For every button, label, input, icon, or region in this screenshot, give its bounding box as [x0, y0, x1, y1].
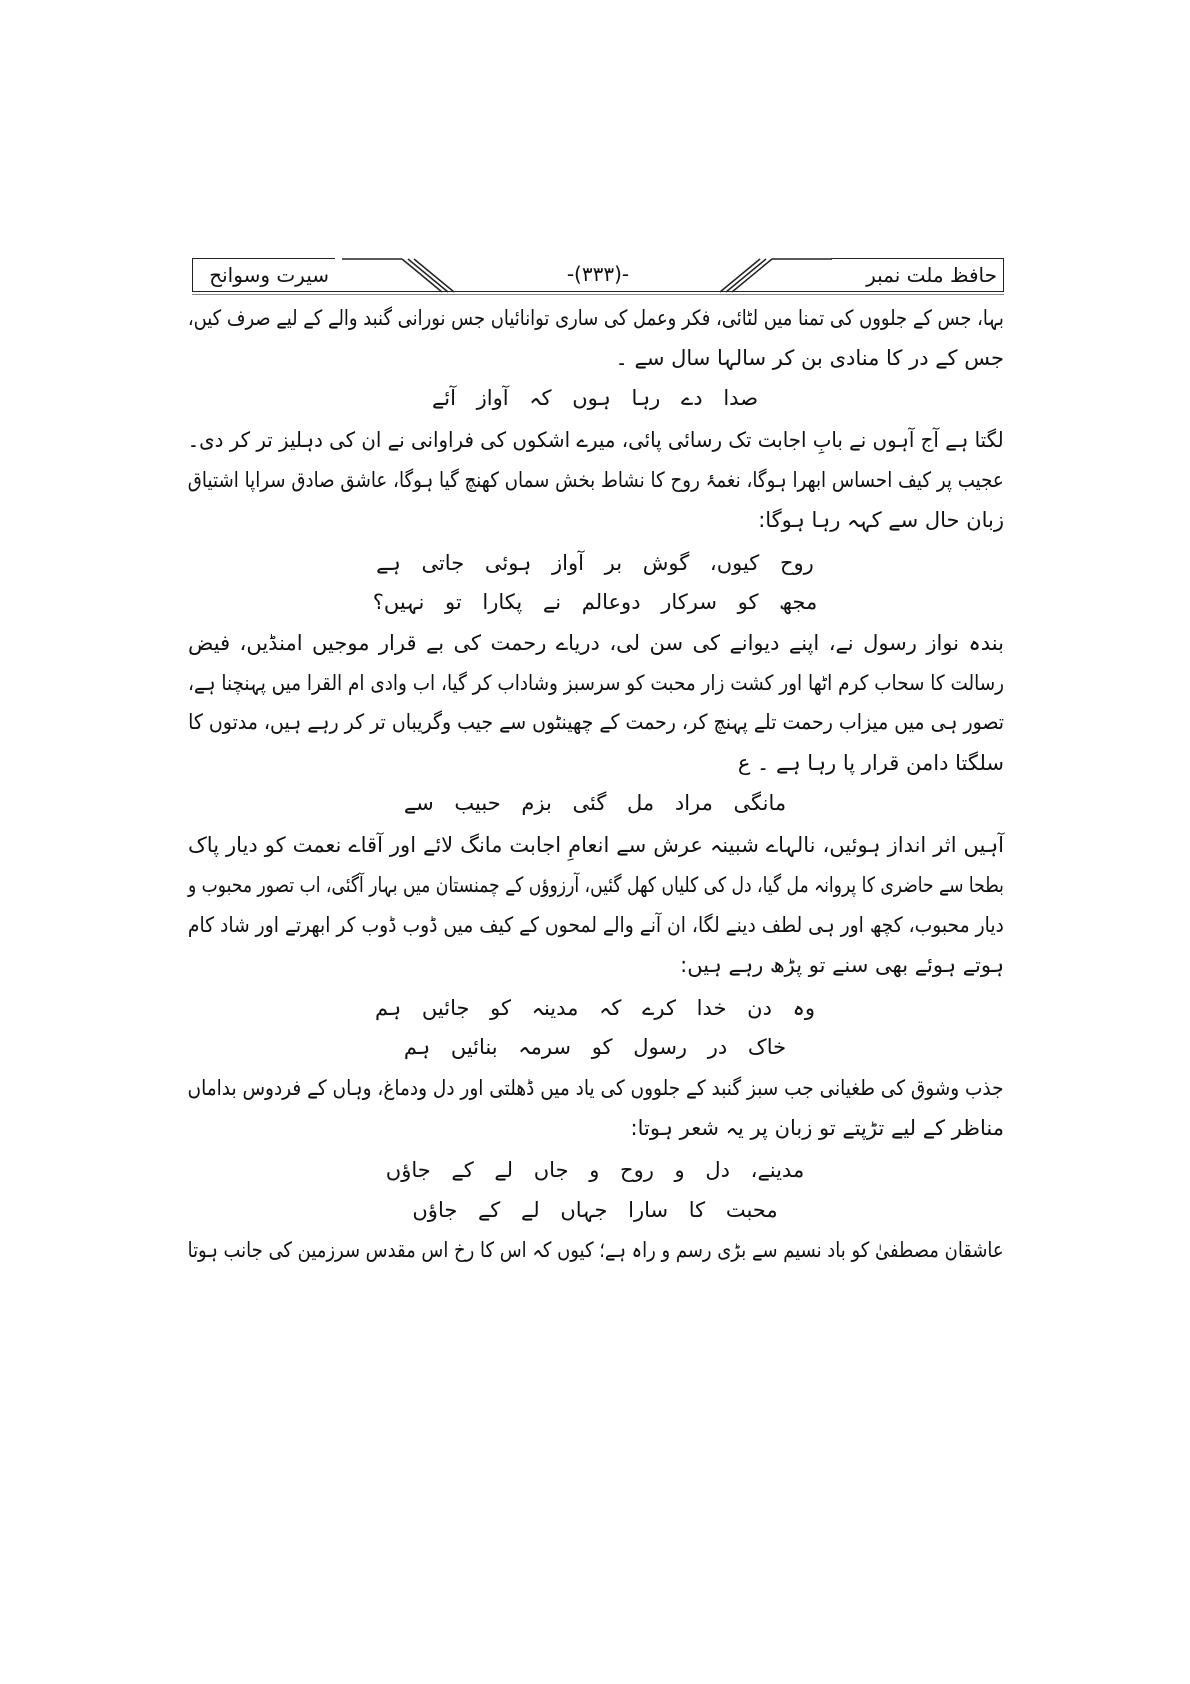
text-line	[188, 1234, 1004, 1266]
verse-line	[0, 1031, 1190, 1063]
text-line-content: بطحا سے حاضری کا پروانہ مل گیا، دل کی کلیاں کھل گئیں، آرزوؤں کے چمنستان میں بہار آگئی، اب تصور محبوب و	[188, 873, 1004, 897]
verse-line	[0, 547, 1190, 579]
text-line-content: عجیب پر کیف احساس ابھرا ہوگا، نغمۂ روح کا نشاط بخش سماں کھنچ گیا ہوگا، عاشق صادق سراپا اشتیاق	[188, 468, 1004, 492]
verse-line	[0, 586, 1190, 618]
text-line	[188, 1112, 1004, 1144]
text-line-content: بندہ نواز رسول نے، اپنے دیوانے کی سن لی، دریاے رحمت کی بے قرار موجیں امنڈیں، فیض	[188, 631, 1004, 655]
text-line	[188, 1072, 1004, 1104]
page-number: -(۳۳۳)-	[566, 262, 630, 286]
header-ornament-left	[342, 258, 482, 294]
text-line-content: بہا، جس کے جلووں کی تمنا میں لٹائی، فکر وعمل کی ساری توانائیاں جس نورانی گنبد والے کے لیے صرف کیں،	[188, 306, 1004, 330]
text-line-content: دیار محبوب، کچھ اور ہی لطف دینے لگا، ان آنے والے لمحوں کے کیف میں ڈوب ڈوب کر ابھرتے اور شاد کام	[188, 913, 1004, 937]
header-ornament-right	[692, 258, 832, 294]
verse-line	[0, 787, 1190, 819]
verse-line-content: محبت کا سارا جہاں لے کے جاؤں	[412, 1198, 778, 1222]
text-line	[188, 667, 1004, 699]
journal-title: حافظ ملت نمبر	[831, 258, 1004, 291]
text-line-content: جذب وشوق کی طغیانی جب سبز گنبد کے جلووں کی یاد میں ڈھلتی اور دل ودماغ، وہاں کے فردوس بداماں	[188, 1076, 1004, 1100]
text-line	[188, 869, 1004, 901]
verse-line-content: مدینے، دل و روح و جاں لے کے جاؤں	[385, 1158, 805, 1182]
text-line-content: لگتا ہے آج آہوں نے بابِ اجابت تک رسائی پائی، میرے اشکوں کی فراوانی نے ان کی دہلیز تر کر دی۔	[188, 428, 1004, 452]
text-line	[188, 424, 1004, 456]
text-line	[188, 829, 1004, 861]
text-line	[188, 747, 1004, 779]
header-rule	[192, 291, 1004, 295]
text-line	[188, 949, 1004, 981]
text-line-content: سلگتا دامن قرار پا رہا ہے ۔ ع	[737, 751, 1004, 775]
text-line-content: رسالت کا سحاب کرم اٹھا اور کشت زار محبت کو سرسبز وشاداب کر گیا، اب وادی ام القرا میں پہنچنا ہے،	[188, 671, 1004, 695]
text-line	[188, 464, 1004, 496]
text-line	[188, 909, 1004, 941]
verse-line	[0, 1194, 1190, 1226]
text-line	[188, 302, 1004, 334]
text-line	[188, 504, 1004, 536]
text-line-content: زبان حال سے کہہ رہا ہوگا:	[758, 508, 1004, 532]
verse-line-content: صدا دے رہا ہوں کہ آواز آئے	[431, 386, 759, 410]
text-line	[188, 342, 1004, 374]
verse-line-content: وہ دن خدا کرے کہ مدینہ کو جائیں ہم	[374, 996, 816, 1020]
text-line-content: مناظر کے لیے تڑپتے تو زبان پر یہ شعر ہوتا:	[630, 1116, 1004, 1140]
verse-line	[0, 1154, 1190, 1186]
text-line-content: عاشقان مصطفیٰ کو باد نسیم سے بڑی رسم و راہ ہے؛ کیوں کہ اس کا رخ اس مقدس سرزمین کی جانب ہوتا	[188, 1238, 1004, 1262]
text-line-content: جس کے در کا منادی بن کر سالہا سال سے ۔	[615, 346, 1004, 370]
verse-line	[0, 382, 1190, 414]
running-header	[192, 258, 1004, 294]
verse-line-content: مانگی مراد مل گئی بزم حبیب سے	[403, 791, 787, 815]
text-line	[188, 627, 1004, 659]
verse-line-content: مجھ کو سرکار دوعالم نے پکارا تو نہیں؟	[372, 590, 818, 614]
section-title: سیرت وسوانح	[192, 258, 335, 291]
verse-line-content: روح کیوں، گوش بر آواز ہوئی جاتی ہے	[376, 551, 814, 575]
text-line-content: آہیں اثر انداز ہوئیں، نالہاے شبینہ عرش سے انعامِ اجابت مانگ لائے اور آقاے نعمت کو دیار پاک	[188, 833, 1004, 857]
text-line	[188, 706, 1004, 738]
text-line-content: ہوتے ہوئے بھی سنے تو پڑھ رہے ہیں:	[680, 953, 1004, 977]
verse-line	[0, 992, 1190, 1024]
verse-line-content: خاک در رسول کو سرمہ بنائیں ہم	[403, 1035, 787, 1059]
text-line-content: تصور ہی میں میزاب رحمت تلے پہنچ کر، رحمت کے چھینٹوں سے جیب وگریباں تر کر رہے ہیں، مدتوں کا	[188, 710, 1004, 734]
